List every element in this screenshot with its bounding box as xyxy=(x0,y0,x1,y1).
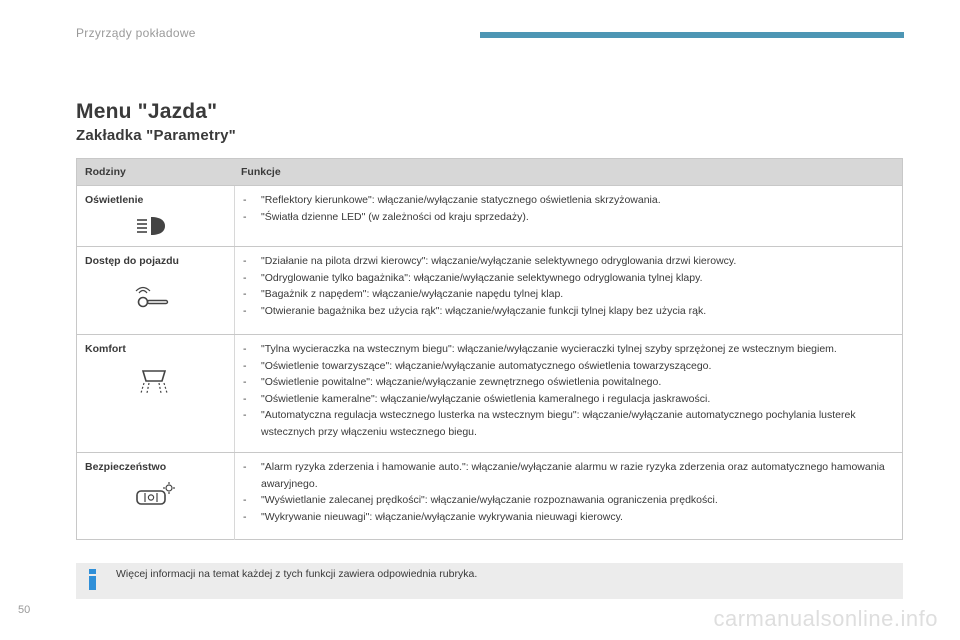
family-label: Bezpieczeństwo xyxy=(85,461,167,473)
function-item: - "Tylna wycieraczka na wstecznym biegu": włączanie/wyłączanie wycieraczki tylnej szyby sprzężonej ze wstecznym biegiem. xyxy=(241,341,896,358)
function-item: - "Oświetlenie powitalne": włączanie/wyłączanie zewnętrznego oświetlenia powitalnego. xyxy=(241,374,896,391)
function-item: - "Alarm ryzyka zderzenia i hamowanie auto.": włączanie/wyłączanie alarmu w razie ryzyka zderzenia oraz automatycznego hamowania awaryjnego. xyxy=(241,459,896,492)
function-item: - "Działanie na pilota drzwi kierowcy": włączanie/wyłączanie selektywnego odryglowania drzwi kierowcy. xyxy=(241,253,896,270)
table-row xyxy=(77,247,902,335)
function-item: - "Wyświetlanie zalecanej prędkości": włączanie/wyłączanie rozpoznawania ograniczenia prędkości. xyxy=(241,492,896,509)
page-title: Menu "Jazda" xyxy=(76,100,218,123)
page-number: 50 xyxy=(18,604,31,616)
table-row xyxy=(77,186,902,247)
function-item: - "Światła dzienne LED" (w zależności od kraju sprzedaży). xyxy=(241,209,896,226)
headlight-icon xyxy=(133,214,173,238)
function-item: - "Reflektory kierunkowe": włączanie/wyłączanie statycznego oświetlenia skrzyżowania. xyxy=(241,192,896,209)
function-item: - "Bagażnik z napędem": włączanie/wyłączanie napędu tylnej klap. xyxy=(241,286,896,303)
info-note xyxy=(76,563,903,599)
function-item: - "Wykrywanie nieuwagi": włączanie/wyłączanie wykrywania nieuwagi kierowcy. xyxy=(241,509,896,526)
watermark: carmanualsonline.info xyxy=(713,606,938,631)
function-item: - "Oświetlenie kameralne": włączanie/wyłączanie oświetlenia kameralnego i regulacja jaskrawości. xyxy=(241,391,896,408)
info-text: Więcej informacji na temat każdej z tych funkcji zawiera odpowiednia rubryka. xyxy=(116,568,478,580)
table-row xyxy=(77,335,902,453)
driver-assist-icon xyxy=(133,481,177,509)
chapter-title: Przyrządy pokładowe xyxy=(76,26,196,40)
header-families: Rodziny xyxy=(85,166,126,178)
family-label: Komfort xyxy=(85,343,126,355)
family-label: Oświetlenie xyxy=(85,194,144,206)
function-item: - "Otwieranie bagażnika bez użycia rąk": włączanie/wyłączanie funkcji tylnej klapy bez użycia rąk. xyxy=(241,303,896,320)
chapter-accent-bar xyxy=(480,32,904,38)
family-label: Dostęp do pojazdu xyxy=(85,255,179,267)
function-item: - "Oświetlenie towarzyszące": włączanie/wyłączanie automatycznego oświetlenia towarzyszącego. xyxy=(241,358,896,375)
table-header xyxy=(77,159,902,186)
page-subtitle: Zakładka "Parametry" xyxy=(76,127,236,144)
table-row xyxy=(77,453,902,540)
function-item: - "Odryglowanie tylko bagażnika": włączanie/wyłączanie selektywnego odryglowania tylnej klapy. xyxy=(241,270,896,287)
key-icon xyxy=(133,285,173,313)
functions-table xyxy=(76,158,903,540)
info-icon xyxy=(86,567,100,591)
header-functions: Funkcje xyxy=(241,166,281,178)
ceiling-light-icon xyxy=(133,365,177,395)
function-item: - "Automatyczna regulacja wstecznego lusterka na wstecznym biegu": włączanie/wyłączanie automatycznego pochylania lusterek wstecznych przy włączeniu wstecznego biegu. xyxy=(241,407,896,440)
